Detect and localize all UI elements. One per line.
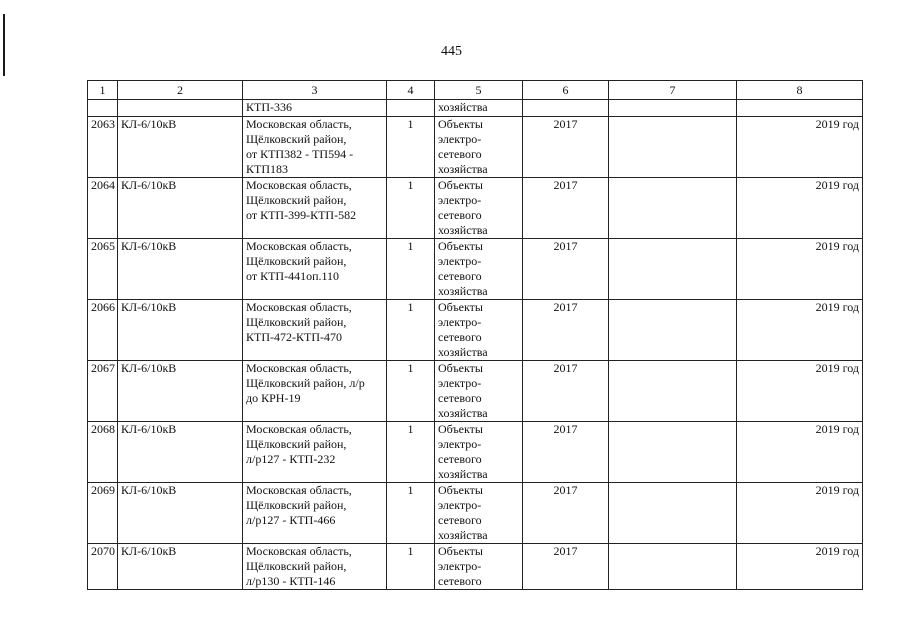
- cell-year: 2017: [523, 239, 609, 300]
- cell-location: Московская область, Щёлковский район, КТП-472-КТП-470: [243, 300, 387, 361]
- cell-year: 2017: [523, 544, 609, 590]
- cell-number: 2070: [88, 544, 118, 590]
- cell-number: 2066: [88, 300, 118, 361]
- cell-col7: [609, 117, 737, 178]
- table-row: [88, 361, 863, 422]
- column-header: 1: [88, 81, 118, 100]
- cell-year: 2017: [523, 361, 609, 422]
- cell-quantity: 1: [387, 117, 435, 178]
- cell-year: 2017: [523, 422, 609, 483]
- cell-plan: 2019 год: [737, 422, 863, 483]
- cell-name: КЛ-6/10кВ: [118, 178, 243, 239]
- header-row: [88, 81, 863, 100]
- cell-location: Московская область, Щёлковский район, л/р127 - КТП-466: [243, 483, 387, 544]
- cell-empty: [118, 100, 243, 117]
- cell-name: КЛ-6/10кВ: [118, 422, 243, 483]
- cell-year: 2017: [523, 300, 609, 361]
- cell-number: 2067: [88, 361, 118, 422]
- cell-plan: 2019 год: [737, 117, 863, 178]
- cell-col7: [609, 544, 737, 590]
- cell-plan: 2019 год: [737, 361, 863, 422]
- cell-col7: [609, 422, 737, 483]
- cell-location: Московская область, Щёлковский район, от КТП382 - ТП594 - КТП183: [243, 117, 387, 178]
- cell-category: Объекты электро- сетевого хозяйства: [435, 483, 523, 544]
- cell-empty: [523, 100, 609, 117]
- cell-number: 2068: [88, 422, 118, 483]
- continuation-row: [88, 100, 863, 117]
- cell-year: 2017: [523, 117, 609, 178]
- cell-quantity: 1: [387, 239, 435, 300]
- cell-year: 2017: [523, 178, 609, 239]
- cell-plan: 2019 год: [737, 239, 863, 300]
- column-header: 2: [118, 81, 243, 100]
- cell-quantity: 1: [387, 361, 435, 422]
- table-row: [88, 178, 863, 239]
- cell-col7: [609, 361, 737, 422]
- cell-col7: [609, 239, 737, 300]
- column-header: 7: [609, 81, 737, 100]
- cell-category: Объекты электро- сетевого хозяйства: [435, 239, 523, 300]
- cell-empty: [387, 100, 435, 117]
- cell-category: Объекты электро- сетевого хозяйства: [435, 117, 523, 178]
- cell-name: КЛ-6/10кВ: [118, 361, 243, 422]
- table-row: [88, 300, 863, 361]
- page-number: 445: [441, 44, 462, 59]
- cell-quantity: 1: [387, 544, 435, 590]
- cell-name: КЛ-6/10кВ: [118, 117, 243, 178]
- cell-location: Московская область, Щёлковский район, от КТП-399-КТП-582: [243, 178, 387, 239]
- cell-number: 2064: [88, 178, 118, 239]
- cell-number: 2069: [88, 483, 118, 544]
- cell-empty: [88, 100, 118, 117]
- cell-plan: 2019 год: [737, 178, 863, 239]
- cell-category: Объекты электро- сетевого: [435, 544, 523, 590]
- cell-name: КЛ-6/10кВ: [118, 544, 243, 590]
- cell-category: Объекты электро- сетевого хозяйства: [435, 422, 523, 483]
- cell-plan: 2019 год: [737, 300, 863, 361]
- cell-category: Объекты электро- сетевого хозяйства: [435, 361, 523, 422]
- table-row: [88, 483, 863, 544]
- cell-location: КТП-336: [243, 100, 387, 117]
- table-row: [88, 544, 863, 590]
- cell-category: Объекты электро- сетевого хозяйства: [435, 300, 523, 361]
- cell-col7: [609, 178, 737, 239]
- column-header: 5: [435, 81, 523, 100]
- column-header: 8: [737, 81, 863, 100]
- table-row: [88, 117, 863, 178]
- cell-empty: [737, 100, 863, 117]
- cell-col7: [609, 483, 737, 544]
- cell-name: КЛ-6/10кВ: [118, 483, 243, 544]
- table-row: [88, 239, 863, 300]
- register-table: [87, 80, 863, 590]
- cell-col7: [609, 300, 737, 361]
- cell-location: Московская область, Щёлковский район, л/р130 - КТП-146: [243, 544, 387, 590]
- column-header: 3: [243, 81, 387, 100]
- cell-name: КЛ-6/10кВ: [118, 300, 243, 361]
- cell-quantity: 1: [387, 300, 435, 361]
- cell-year: 2017: [523, 483, 609, 544]
- cell-category: Объекты электро- сетевого хозяйства: [435, 178, 523, 239]
- table-row: [88, 422, 863, 483]
- cell-empty: [609, 100, 737, 117]
- column-header: 6: [523, 81, 609, 100]
- cell-plan: 2019 год: [737, 544, 863, 590]
- cell-quantity: 1: [387, 178, 435, 239]
- cell-quantity: 1: [387, 422, 435, 483]
- column-header: 4: [387, 81, 435, 100]
- cell-location: Московская область, Щёлковский район, от КТП-441оп.110: [243, 239, 387, 300]
- cell-number: 2063: [88, 117, 118, 178]
- cell-number: 2065: [88, 239, 118, 300]
- cell-name: КЛ-6/10кВ: [118, 239, 243, 300]
- cell-location: Московская область, Щёлковский район, л/р127 - КТП-232: [243, 422, 387, 483]
- cell-plan: 2019 год: [737, 483, 863, 544]
- cell-quantity: 1: [387, 483, 435, 544]
- cell-category: хозяйства: [435, 100, 523, 117]
- cell-location: Московская область, Щёлковский район, л/р до КРН-19: [243, 361, 387, 422]
